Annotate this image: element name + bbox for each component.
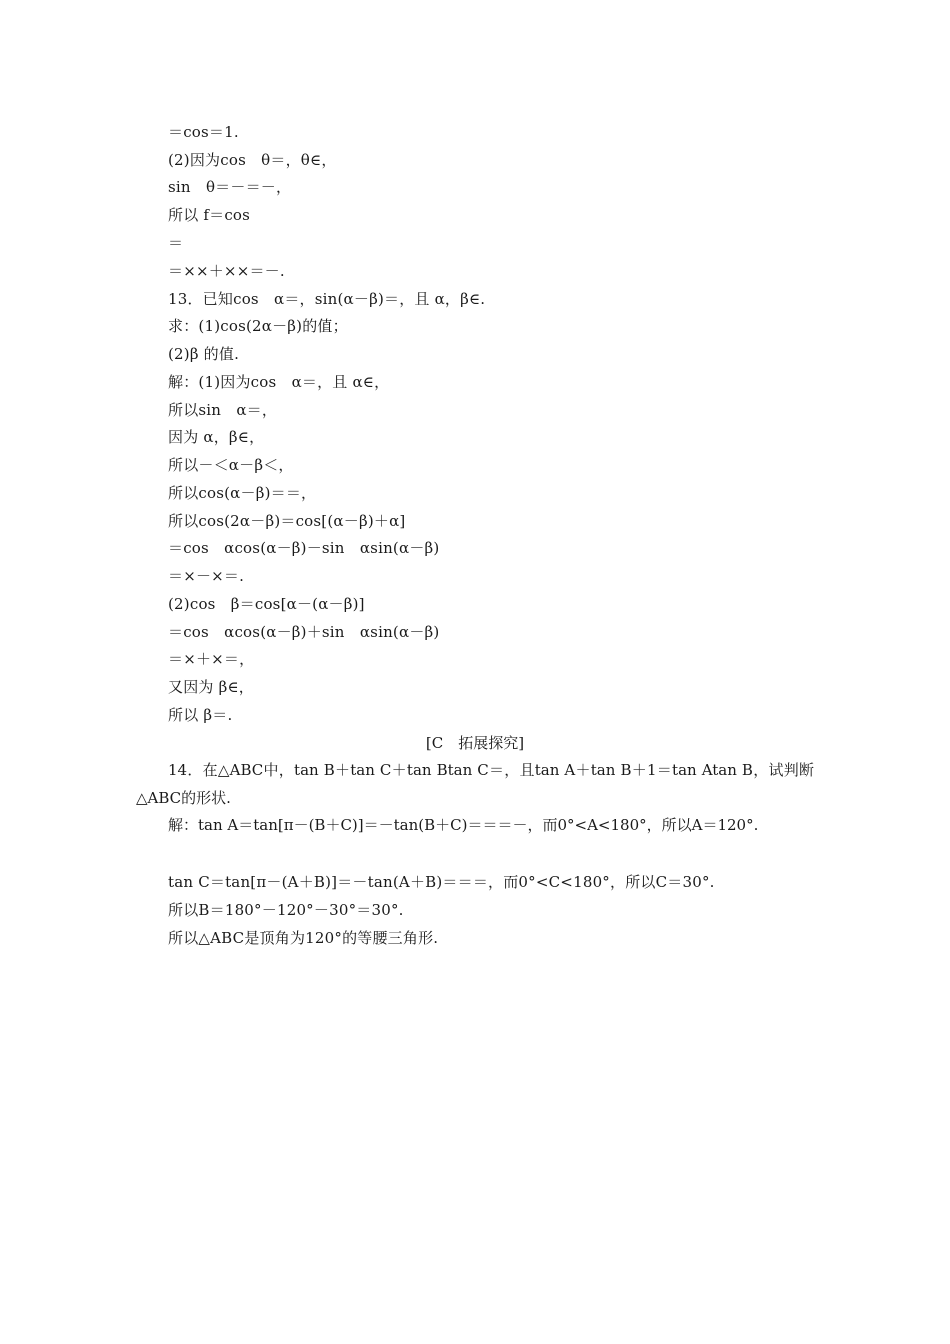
solution-line: 所以－＜α－β＜， bbox=[168, 456, 294, 474]
problem-13-part: (2)β 的值. bbox=[168, 345, 240, 363]
solution-line: ＝××＋××＝－. bbox=[168, 262, 285, 280]
solution-line: ＝cos＝1. bbox=[168, 123, 239, 141]
solution-line: 解：(1)因为cos α＝，且 α∈， bbox=[168, 373, 390, 391]
solution-line: sin θ＝－＝－， bbox=[168, 178, 292, 196]
solution-line: ＝×＋×＝， bbox=[168, 650, 255, 668]
solution-line: 又因为 β∈， bbox=[168, 678, 254, 696]
solution-line: 所以B＝180°－120°－30°＝30°. bbox=[168, 901, 404, 919]
solution-line: ＝cos αcos(α－β)＋sin αsin(α－β) bbox=[168, 623, 440, 641]
solution-line: ＝cos αcos(α－β)－sin αsin(α－β) bbox=[168, 539, 440, 557]
problem-14-statement: 14．在△ABC中，tan B＋tan C＋tan Btan C＝，且tan A＋tan B＋1＝tan Atan B，试判断△ABC的形状. bbox=[136, 761, 814, 807]
solution-line: tan C＝tan[π－(A＋B)]＝－tan(A＋B)＝＝＝，而0°<C<180°，所以C＝30°. bbox=[168, 873, 715, 891]
solution-line: ＝ bbox=[168, 234, 184, 252]
problem-13-statement: 13．已知cos α＝，sin(α－β)＝，且 α，β∈. bbox=[168, 290, 486, 308]
solution-line: 所以 f＝cos bbox=[168, 206, 251, 224]
solution-line: 所以cos(α－β)＝＝， bbox=[168, 484, 317, 502]
solution-line: 因为 α，β∈， bbox=[168, 428, 265, 446]
solution-line: ＝×－×＝. bbox=[168, 567, 245, 585]
solution-paragraph: 解：tan A＝tan[π－(B＋C)]＝－tan(B＋C)＝＝＝－，而0°<A<180°，所以A＝120°. bbox=[168, 816, 759, 834]
solution-line: 所以 β＝. bbox=[168, 706, 233, 724]
solution-line: 所以cos(2α－β)＝cos[(α－β)＋α] bbox=[168, 512, 406, 530]
section-heading: [C 拓展探究] bbox=[425, 734, 525, 752]
solution-line: (2)因为cos θ＝，θ∈， bbox=[168, 151, 337, 169]
solution-line: 所以△ABC是顶角为120°的等腰三角形. bbox=[168, 929, 439, 947]
solution-line: 所以sin α＝， bbox=[168, 401, 278, 419]
solution-line: (2)cos β＝cos[α－(α－β)] bbox=[168, 595, 365, 613]
problem-13-part: 求：(1)cos(2α－β)的值； bbox=[168, 317, 348, 335]
